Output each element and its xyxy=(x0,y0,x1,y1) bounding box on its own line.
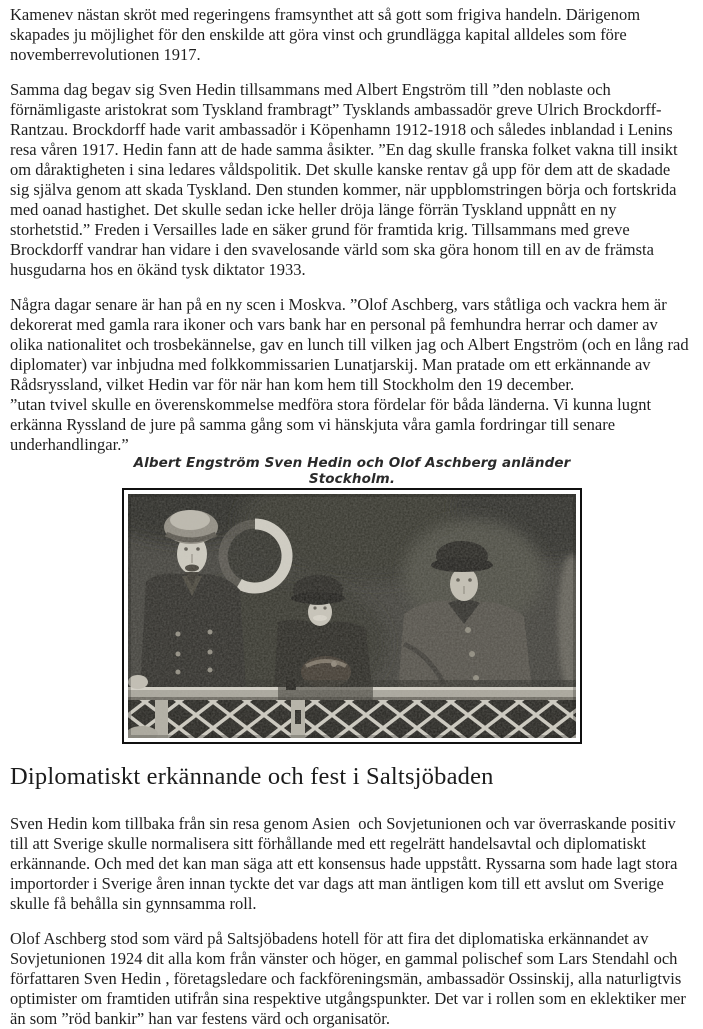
paragraph-hedin-engstrom: Samma dag begav sig Sven Hedin tillsammans med Albert Engström till ”den noblaste och förnämligaste aristokrat som Tyskland frambragt” Tysklands ambassadör greve Ulrich Brockdorff-Rantzau. Brockdorff hade varit ambassadör i Köpenhamn 1912-1918 och således inblandad i Lenins resa våren 1917. Hedin fann att de hade samma åsikter. ”En dag skulle franska folket vakna till insikt om dåraktigheten i sina ledares våldspolitik. Det skulle kanske rentav gå upp för dem att de skadade sig själva genom att skada Tyskland. Den stunden kommer, när uppblomstringen börja och fortskrida med oanad hastighet. Det skulle sedan icke heller dröja länge förrän Tyskland uppnått en ny storhetstid.” Freden i Versailles lade en säker grund för framtida krig. Tillsammans med greve Brockdorff vandrar han vidare i den svavelosande värld som ska göra honom till en av de främsta husgudarna hos en ökänd tysk diktator 1933. xyxy=(10,80,678,279)
paragraph-olof-aschberg-vard: Olof Aschberg stod som värd på Saltsjöbadens hotell för att fira det diplomatiska erkännandet av Sovjetunionen 1924 dit alla kom från vänster och höger, en gammal polischef som Lars Stendahl och författaren Sven Hedin , företagsledare och fackföreningsmän, ambassadör Ossinskij, alla naturligtvis optimister om framtiden utifrån sina respektive utgångspunkter. Det var i rollen som en eklektiker mer än som ”röd bankir” han var festens värd och organisatör. xyxy=(10,929,686,1028)
photo-grain-overlay xyxy=(128,494,576,738)
paragraph-line: ”utan tvivel skulle en överenskommelse medföra stora fördelar för båda länderna. Vi kunna lugnt erkänna Ryssland de jure på samma gång som vi hänskjuta våra gamla fordringar till senare underhandlingar.” xyxy=(10,395,652,454)
section-heading: Diplomatiskt erkännande och fest i Saltsjöbaden xyxy=(10,763,494,790)
photo-figure xyxy=(122,455,582,744)
photo-frame xyxy=(122,488,582,744)
photo-caption: Albert Engström Sven Hedin och Olof Aschberg anländer Stockholm. xyxy=(133,455,571,487)
paragraph-sven-hedin-resa: Sven Hedin kom tillbaka från sin resa genom Asien och Sovjetunionen och var överraskande positiv till att Sverige skulle normalisera sitt förhållande med ett regelrätt handelsavtal och diplomatiskt erkännande. Och med det kan man säga att ett konsensus hade uppstått. Ryssarna som hade lagt stora importorder i Sverige åren innan tyckte det var dags att man äntligen kom till ett avslut om Sverige skulle få behålla sin gynnsamma roll. xyxy=(10,814,678,913)
paragraph-line: Några dagar senare är han på en ny scen i Moskva. ”Olof Aschberg, vars ståtliga och vackra hem är dekorerat med gamla rara ikoner och vars bank har en personal på femhundra herrar och damer av olika nationalitet och trosbekännelse, gav en lunch till vilken jag och Albert Engström (och en lång rad diplomater) var inbjudna med folkkommissarien Lunatjarskij. Man pratade om ett erkännande av Rådsryssland, vilket Hedin var för när han kom hem till Stockholm den 19 december. xyxy=(10,295,689,394)
historical-photo xyxy=(128,494,576,738)
paragraph-moskva xyxy=(10,295,692,455)
paragraph-kamenev: Kamenev nästan skröt med regeringens framsynthet att så gott som frigiva handeln. Därigenom skapades ju möjlighet för den enskilde att göra vinst och grundlägga kapital alldeles som före novemberrevolutionen 1917. xyxy=(10,5,641,64)
